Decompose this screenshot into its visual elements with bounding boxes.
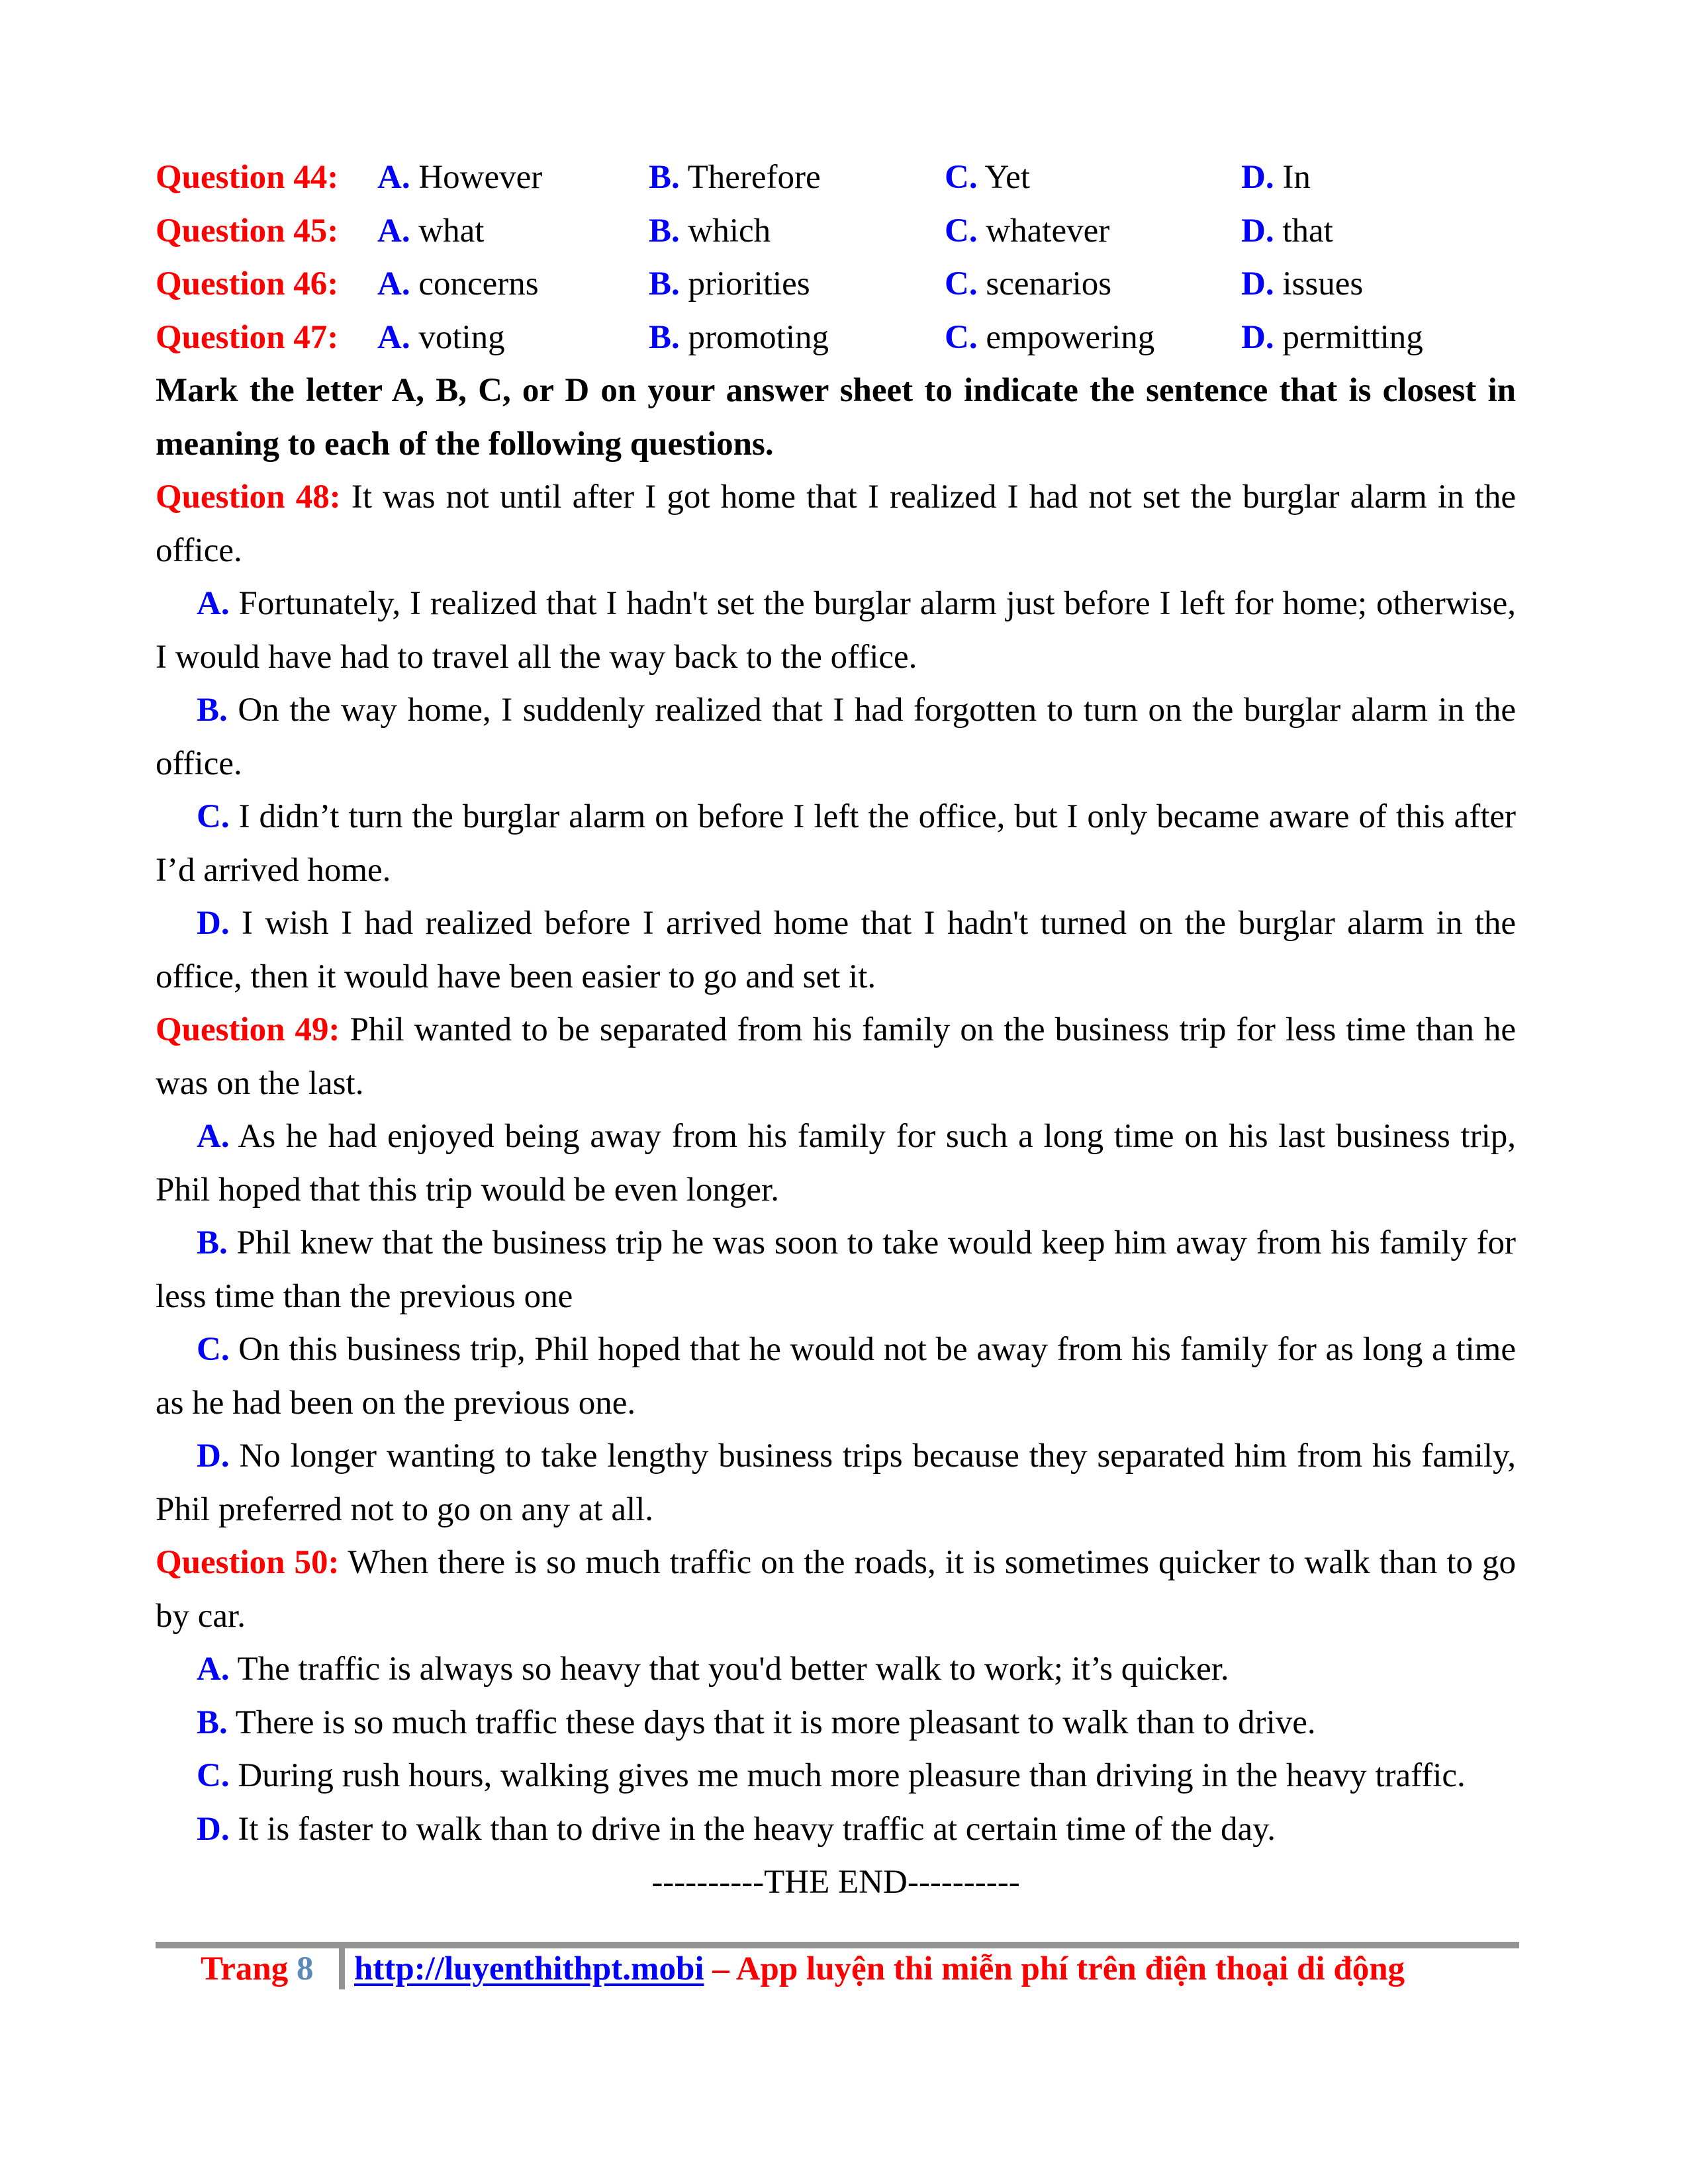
page-number: 8: [296, 1950, 314, 1987]
option-b: [156, 1216, 1516, 1323]
question-49: [156, 1003, 1516, 1536]
option-b: [649, 151, 821, 205]
option-text: Fortunately, I realized that I hadn't set the burglar alarm just before I left for home; otherwise, I would have had to travel all the way back to the office.: [156, 585, 1517, 676]
footer-tagline: – App luyện thi miễn phí trên điện thoại di động: [704, 1950, 1405, 1987]
option-text: promoting: [688, 318, 829, 356]
option-letter: A.: [197, 1118, 230, 1155]
question-text: Phil wanted to be separated from his family on the business trip for less time than he was on the last.: [156, 1011, 1517, 1102]
option-text: Yet: [984, 159, 1030, 196]
option-text: Phil knew that the business trip he was soon to take would keep him away from his family for less time than the previous one: [156, 1224, 1517, 1315]
option-text: priorities: [688, 265, 810, 302]
option-d: [1241, 311, 1423, 365]
option-letter: A.: [377, 212, 410, 250]
question-row-47: [156, 311, 1516, 365]
section-instruction: Mark the letter A, B, C, or D on your answer sheet to indicate the sentence that is closest in meaning to each of the following questions.: [156, 372, 1516, 463]
option-b: [156, 1696, 1516, 1750]
option-letter: D.: [197, 1810, 230, 1848]
question-label: Question 48:: [156, 478, 341, 516]
option-text: During rush hours, walking gives me much more pleasure than driving in the heavy traffic.: [238, 1757, 1466, 1794]
question-row-45: [156, 205, 1516, 258]
option-a: [156, 1643, 1516, 1696]
question-row-44: [156, 151, 1516, 205]
option-a: [377, 205, 484, 258]
option-text: As he had enjoyed being away from his family for such a long time on his last business trip, Phil hoped that this trip would be even longer.: [156, 1118, 1516, 1208]
question-stem: [156, 1003, 1516, 1110]
option-b: [156, 684, 1516, 790]
option-letter: C.: [945, 212, 978, 250]
option-a: [156, 577, 1516, 684]
option-letter: B.: [197, 692, 228, 729]
option-letter: C.: [945, 159, 978, 196]
option-letter: D.: [1241, 212, 1274, 250]
option-c: [945, 205, 1109, 258]
option-letter: B.: [197, 1704, 228, 1741]
option-d: [1241, 257, 1363, 311]
option-a: [377, 311, 505, 365]
option-d: [156, 1803, 1516, 1856]
question-stem: [156, 471, 1516, 577]
option-a: [377, 257, 539, 311]
option-letter: A.: [377, 159, 410, 196]
option-letter: C.: [945, 318, 978, 356]
option-letter: A.: [377, 318, 410, 356]
end-marker: ----------THE END----------: [651, 1864, 1020, 1901]
page-footer: [156, 1948, 1519, 1988]
option-letter: C.: [945, 265, 978, 302]
option-letter: A.: [197, 1651, 230, 1688]
option-text: There is so much traffic these days that it is more pleasant to walk than to drive.: [235, 1704, 1316, 1741]
option-letter: B.: [197, 1224, 228, 1261]
question-label: Question 45:: [156, 212, 339, 250]
option-c: [156, 1323, 1516, 1430]
exam-page: [156, 151, 1516, 1909]
question-label: Question 46:: [156, 265, 339, 302]
footer-separator: [339, 1948, 345, 1989]
question-label: Question 49:: [156, 1011, 340, 1048]
option-letter: A.: [197, 585, 230, 622]
site-link[interactable]: http://luyenthithpt.mobi: [354, 1950, 704, 1987]
footer-divider: [156, 1942, 1519, 1948]
option-c: [945, 151, 1030, 205]
option-letter: B.: [649, 159, 680, 196]
option-text: I wish I had realized before I arrived home that I hadn't turned on the burglar alarm in the office, then it would have been easier to go and set it.: [156, 905, 1517, 995]
option-text: The traffic is always so heavy that you'd better walk to work; it’s quicker.: [237, 1651, 1229, 1688]
option-letter: C.: [197, 1331, 230, 1368]
option-text: I didn’t turn the burglar alarm on before I left the office, but I only became aware of this after I’d arrived home.: [156, 798, 1516, 889]
cloze-options-grid: [156, 151, 1516, 364]
footer-text: [354, 1948, 1405, 1989]
option-text: whatever: [986, 212, 1110, 250]
option-letter: D.: [197, 905, 230, 942]
option-letter: C.: [197, 1757, 230, 1794]
option-d: [1241, 205, 1333, 258]
question-stem: [156, 1536, 1516, 1643]
question-50: [156, 1536, 1516, 1856]
option-text: It is faster to walk than to drive in the heavy traffic at certain time of the day.: [238, 1810, 1276, 1848]
question-48: [156, 471, 1516, 1003]
option-letter: D.: [1241, 318, 1274, 356]
option-text: Therefore: [687, 159, 821, 196]
option-b: [649, 205, 771, 258]
option-text: issues: [1282, 265, 1364, 302]
question-label: Question 44:: [156, 159, 339, 196]
option-text: voting: [418, 318, 505, 356]
option-text: what: [418, 212, 485, 250]
option-letter: B.: [649, 265, 680, 302]
option-text: that: [1282, 212, 1333, 250]
option-text: On the way home, I suddenly realized that I had forgotten to turn on the burglar alarm in the office.: [156, 692, 1516, 782]
option-letter: D.: [1241, 159, 1274, 196]
option-text: However: [418, 159, 543, 196]
page-label: Trang: [201, 1950, 289, 1987]
option-text: permitting: [1282, 318, 1423, 356]
option-text: scenarios: [986, 265, 1112, 302]
page-indicator: [201, 1948, 313, 1989]
option-text: which: [688, 212, 771, 250]
option-text: No longer wanting to take lengthy business trips because they separated him from his family, Phil preferred not to go on any at all.: [156, 1437, 1516, 1528]
option-d: [1241, 151, 1311, 205]
option-letter: A.: [377, 265, 410, 302]
option-a: [156, 1110, 1516, 1216]
option-c: [156, 790, 1516, 897]
option-text: concerns: [418, 265, 539, 302]
option-letter: D.: [197, 1437, 230, 1475]
option-c: [945, 311, 1154, 365]
question-label: Question 50:: [156, 1544, 340, 1581]
option-c: [945, 257, 1111, 311]
option-text: On this business trip, Phil hoped that he would not be away from his family for as long a time as he had been on the previous one.: [156, 1331, 1516, 1422]
question-row-46: [156, 257, 1516, 311]
option-text: empowering: [986, 318, 1155, 356]
question-text: When there is so much traffic on the roads, it is sometimes quicker to walk than to go by car.: [156, 1544, 1516, 1635]
option-text: In: [1282, 159, 1311, 196]
option-letter: D.: [1241, 265, 1274, 302]
option-b: [649, 311, 829, 365]
option-letter: B.: [649, 212, 680, 250]
option-letter: C.: [197, 798, 230, 835]
option-letter: B.: [649, 318, 680, 356]
option-b: [649, 257, 810, 311]
question-text: It was not until after I got home that I realized I had not set the burglar alarm in the office.: [156, 478, 1516, 569]
option-d: [156, 897, 1516, 1003]
option-a: [377, 151, 542, 205]
option-d: [156, 1430, 1516, 1536]
option-c: [156, 1749, 1516, 1803]
question-label: Question 47:: [156, 318, 339, 356]
